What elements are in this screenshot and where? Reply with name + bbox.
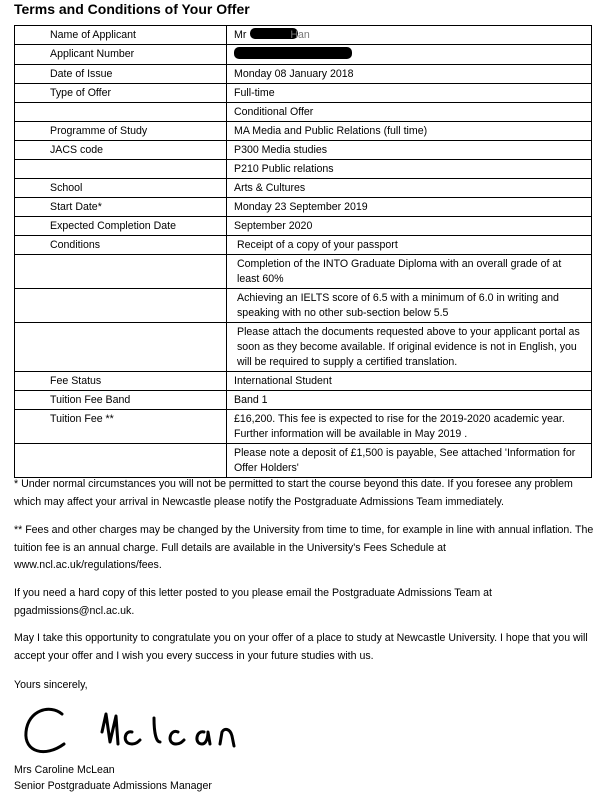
fees-footnote: ** Fees and other charges may be changed by the University from time to time, for example in line with annual inflation. The tuition fee is an annual charge. Full details are available in the University's Fees Schedule at www.ncl.ac.uk/regulations/fees. [14,524,594,571]
terms-row [15,160,592,179]
row-value [227,26,592,45]
row-label: Tuition Fee ** [15,410,227,444]
row-value: Band 1 [227,391,592,410]
terms-row [15,141,592,160]
terms-row [15,289,592,323]
row-value: Monday 08 January 2018 [227,65,592,84]
row-label: JACS code [15,141,227,160]
terms-row [15,45,592,65]
redaction-bar [234,47,352,59]
condition-text: Receipt of a copy of your passport [227,236,592,255]
row-label: School [15,179,227,198]
signatory-role: Senior Postgraduate Admissions Manager [14,780,212,792]
row-value: P300 Media studies [227,141,592,160]
page-title: Terms and Conditions of Your Offer [14,1,250,17]
row-label [15,444,227,478]
offer-terms-table [14,25,592,478]
row-value: £16,200. This fee is expected to rise for the 2019-2020 academic year. Further information will be available in May 2019 . [227,410,592,444]
row-value: MA Media and Public Relations (full time) [227,122,592,141]
terms-row [15,410,592,444]
congratulations-paragraph: May I take this opportunity to congratulate you on your offer of a place to study at Newcastle University. I hope that you will accept your offer and I wish you every success in your future studies with us. [14,632,588,662]
row-label [15,160,227,179]
handwritten-signature [20,702,260,762]
value-suffix: Han [290,29,310,41]
row-label: Date of Issue [15,65,227,84]
condition-text: Completion of the INTO Graduate Diploma with an overall grade of at least 60% [227,255,592,289]
row-label: Tuition Fee Band [15,391,227,410]
terms-row [15,444,592,478]
terms-row [15,26,592,45]
terms-row [15,217,592,236]
row-label [15,289,227,323]
row-label: Applicant Number [15,45,227,65]
terms-row [15,65,592,84]
row-label: Type of Offer [15,84,227,103]
row-value: Conditional Offer [227,103,592,122]
row-label: Conditions [15,236,227,255]
terms-row [15,255,592,289]
row-value: Arts & Cultures [227,179,592,198]
row-label: Start Date* [15,198,227,217]
row-label: Programme of Study [15,122,227,141]
start-date-footnote: * Under normal circumstances you will not be permitted to start the course beyond this date. If you foresee any problem which may affect your arrival in Newcastle please notify the Postgraduate Admissions Team immediately. [14,478,573,508]
terms-row [15,391,592,410]
row-label [15,255,227,289]
row-label [15,323,227,372]
terms-row [15,122,592,141]
row-value: P210 Public relations [227,160,592,179]
closing-line: Yours sincerely, [14,679,88,691]
terms-row [15,372,592,391]
condition-text: Achieving an IELTS score of 6.5 with a minimum of 6.0 in writing and speaking with no other sub-section below 5.5 [227,289,592,323]
row-value: Monday 23 September 2019 [227,198,592,217]
row-value [227,45,592,65]
terms-row [15,179,592,198]
row-value: Please note a deposit of £1,500 is payable, See attached 'Information for Offer Holders' [227,444,592,478]
terms-row [15,103,592,122]
hard-copy-paragraph: If you need a hard copy of this letter posted to you please email the Postgraduate Admissions Team at pgadmissions@ncl.ac.uk. [14,587,492,617]
row-value: Full-time [227,84,592,103]
row-value: September 2020 [227,217,592,236]
row-label: Expected Completion Date [15,217,227,236]
terms-row [15,84,592,103]
row-value: International Student [227,372,592,391]
row-label: Name of Applicant [15,26,227,45]
terms-row [15,198,592,217]
signatory-name: Mrs Caroline McLean [14,764,115,776]
value-text: Mr [234,29,247,41]
terms-row [15,323,592,372]
row-label: Fee Status [15,372,227,391]
terms-row [15,236,592,255]
row-label [15,103,227,122]
condition-text: Please attach the documents requested above to your applicant portal as soon as they become available. If original evidence is not in English, you will be required to supply a certified translation. [227,323,592,372]
